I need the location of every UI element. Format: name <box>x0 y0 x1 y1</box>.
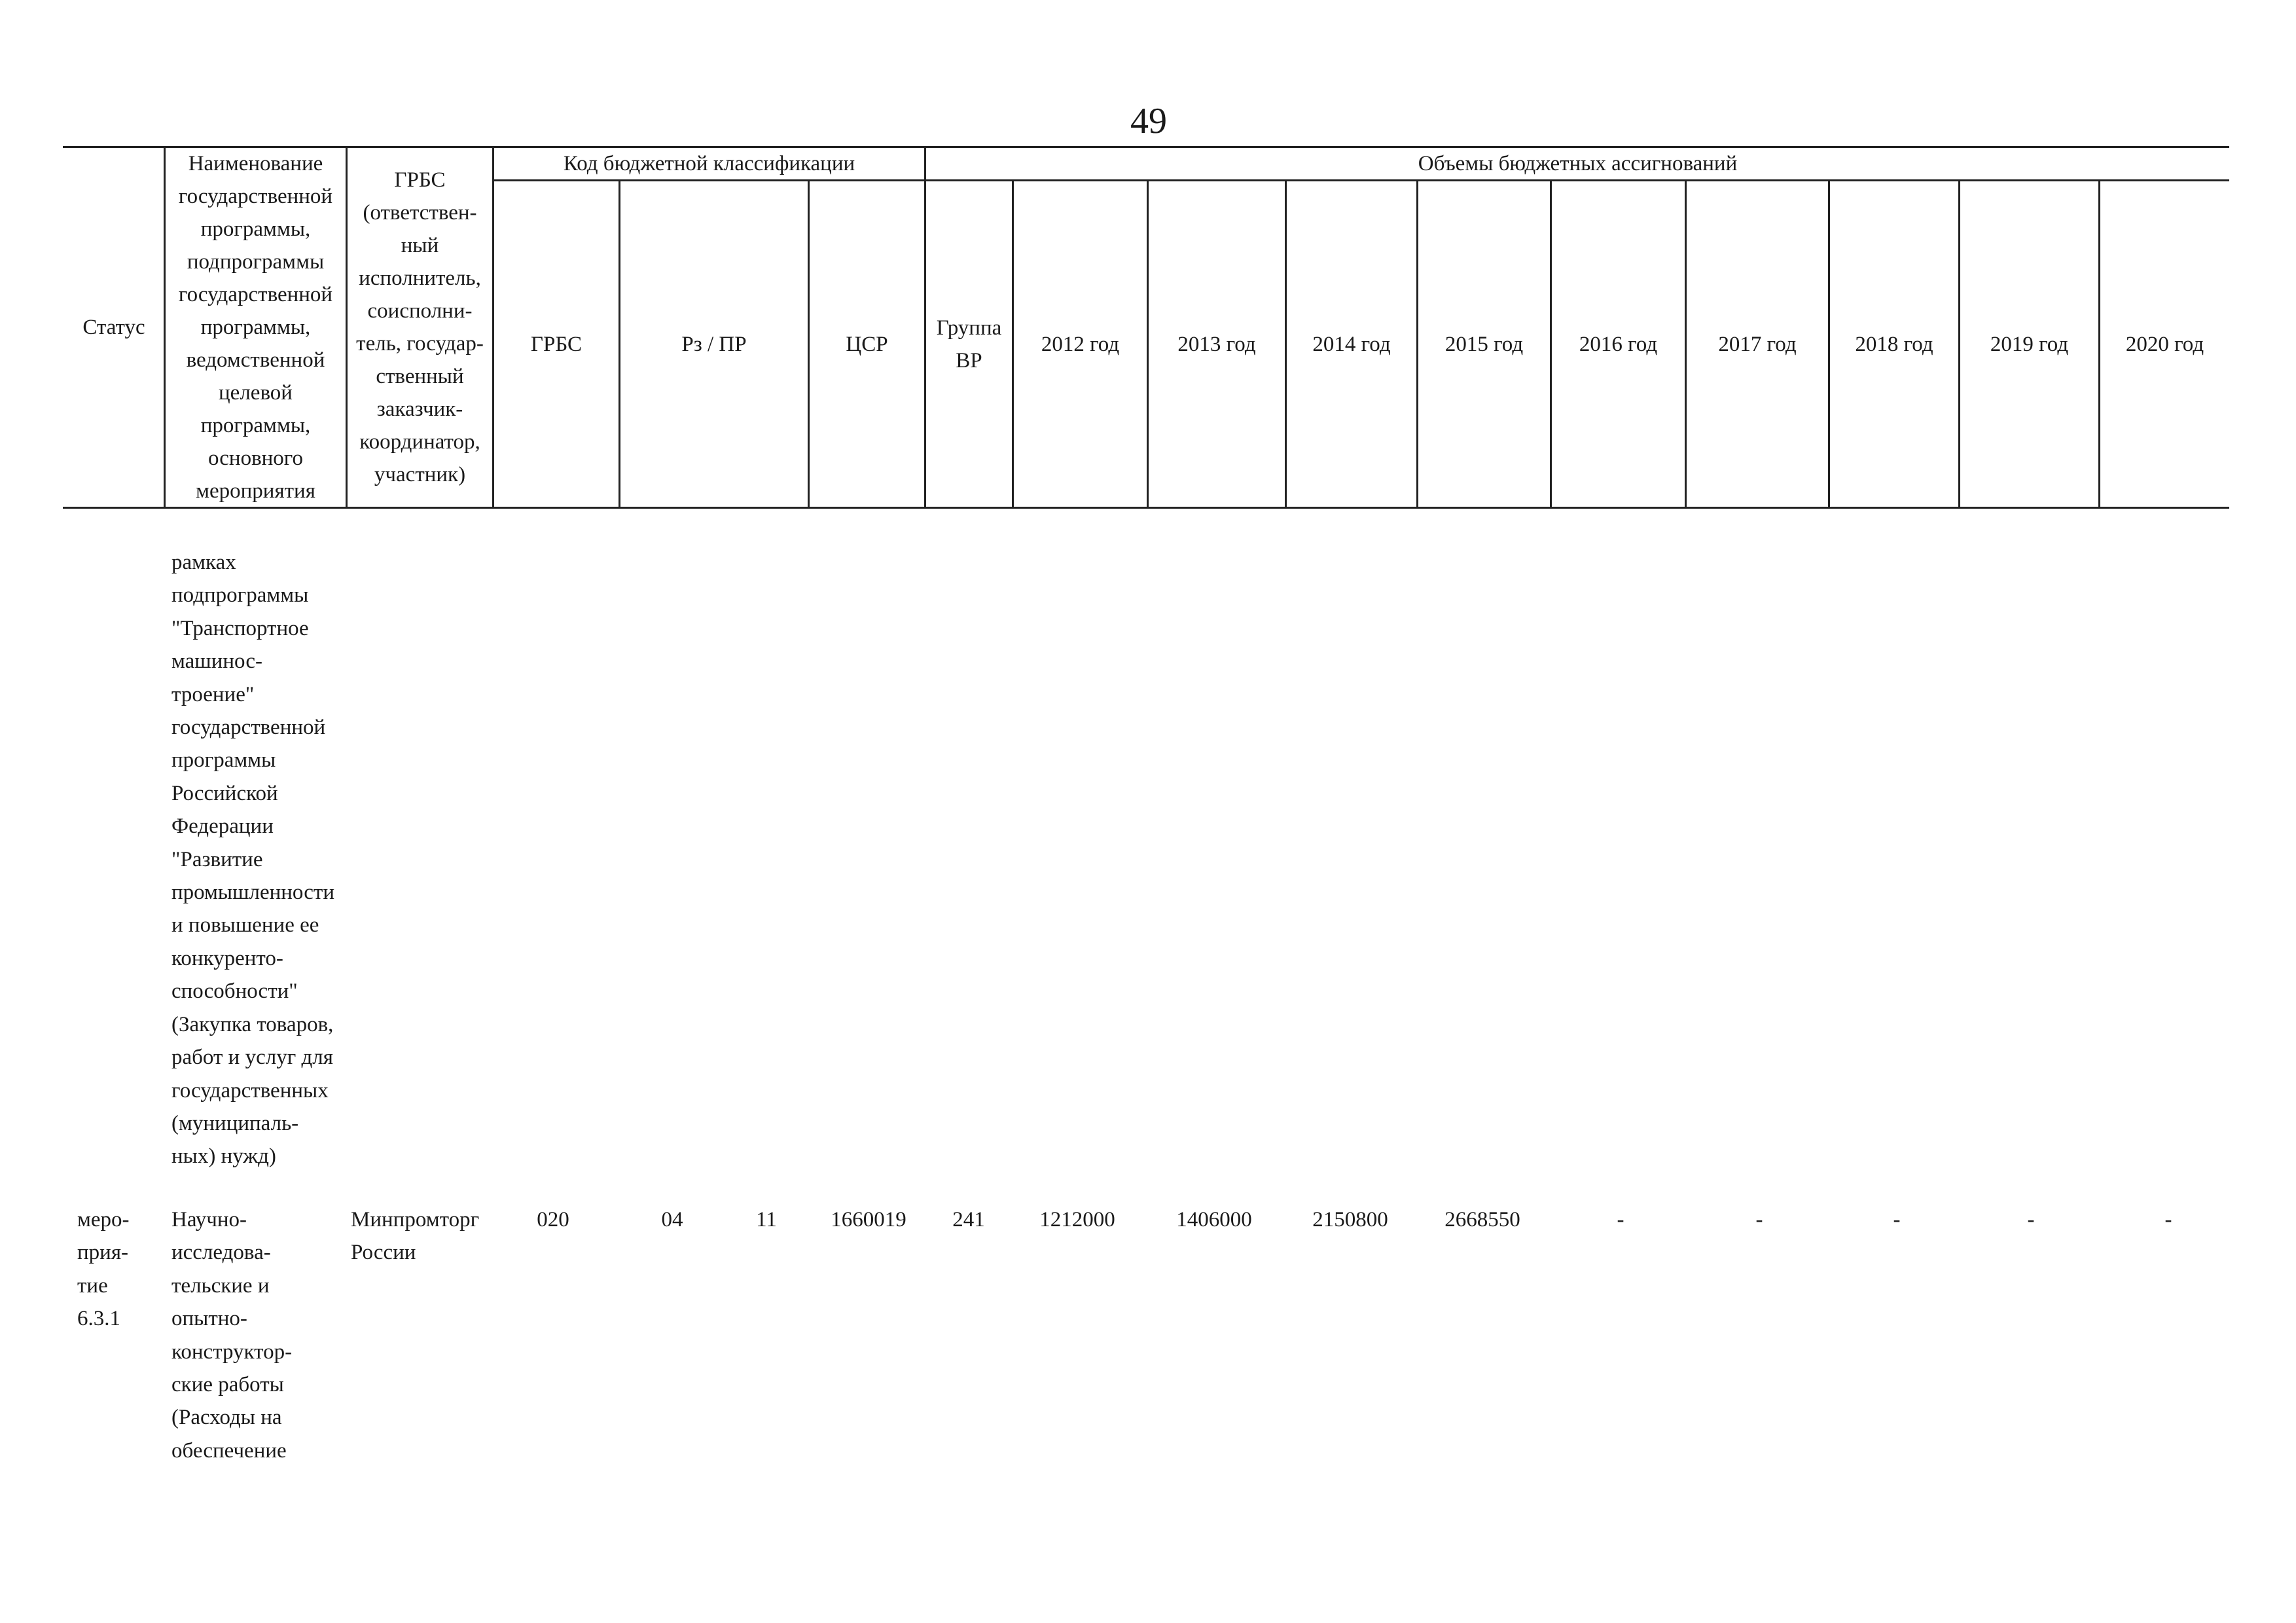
header-year-2019: 2019 год <box>1990 332 2069 356</box>
header-year-2014: 2014 год <box>1312 332 1391 356</box>
row-value-2015: 2668550 <box>1444 1208 1520 1231</box>
header-year-2015: 2015 год <box>1444 332 1524 356</box>
row-value-2019: - <box>2027 1208 2035 1231</box>
page-number: 49 <box>1130 101 1167 141</box>
row-value-2014: 2150800 <box>1312 1208 1388 1231</box>
header-allocations-group: Объемы бюджетных ассигнований <box>1418 151 1738 175</box>
header-year-2012: 2012 год <box>1041 332 1120 356</box>
continued-program-text: рамках подпрограммы "Транспортное машинос- троение" государственной программы Российской Федерации "Развитие промышленности и повышение ее конкуренто- способности" (Закупка товаров, работ и услуг для государственных (муниципаль- ных) нужд) <box>171 551 334 1169</box>
header-program-name: Наименование государственной программы, подпрограммы государственной программы, ведомственной целевой программы, основного мероприятия <box>178 152 333 503</box>
row-pr: 11 <box>756 1208 777 1231</box>
row-value-2018: - <box>1893 1208 1901 1231</box>
header-year-2017: 2017 год <box>1718 332 1797 356</box>
row-rz: 04 <box>661 1208 683 1231</box>
header-vr-group: Группа ВР <box>936 316 1002 373</box>
header-grbs: ГРБС <box>530 332 583 356</box>
header-year-2020: 2020 год <box>2125 332 2204 356</box>
header-year-2018: 2018 год <box>1855 332 1933 356</box>
row-name: Научно- исследова- тельские и опытно- конструктор- ские работы (Расходы на обеспечение <box>171 1208 293 1463</box>
row-grbs: 020 <box>537 1208 569 1231</box>
row-value-2013: 1406000 <box>1176 1208 1252 1231</box>
header-budget-code-group: Код бюджетной классификации <box>563 151 855 175</box>
row-value-2016: - <box>1617 1208 1624 1231</box>
row-csr: 1660019 <box>831 1208 906 1231</box>
header-status: Статус <box>82 316 145 339</box>
header-year-2016: 2016 год <box>1579 332 1658 356</box>
header-rz-pr: Рз / ПР <box>681 332 747 356</box>
row-grbs-role: Минпромторг России <box>351 1208 480 1265</box>
row-value-2017: - <box>1755 1208 1763 1231</box>
header-csr: ЦСР <box>846 332 888 356</box>
row-status: меро- прия- тие 6.3.1 <box>77 1208 130 1331</box>
row-vr: 241 <box>952 1208 985 1231</box>
header-grbs-role: ГРБС (ответствен- ный исполнитель, соисполни- тель, государ- ственный заказчик- координатор, участник) <box>356 168 484 486</box>
header-year-2013: 2013 год <box>1177 332 1256 356</box>
row-value-2012: 1212000 <box>1039 1208 1115 1231</box>
row-value-2020: - <box>2164 1208 2172 1231</box>
